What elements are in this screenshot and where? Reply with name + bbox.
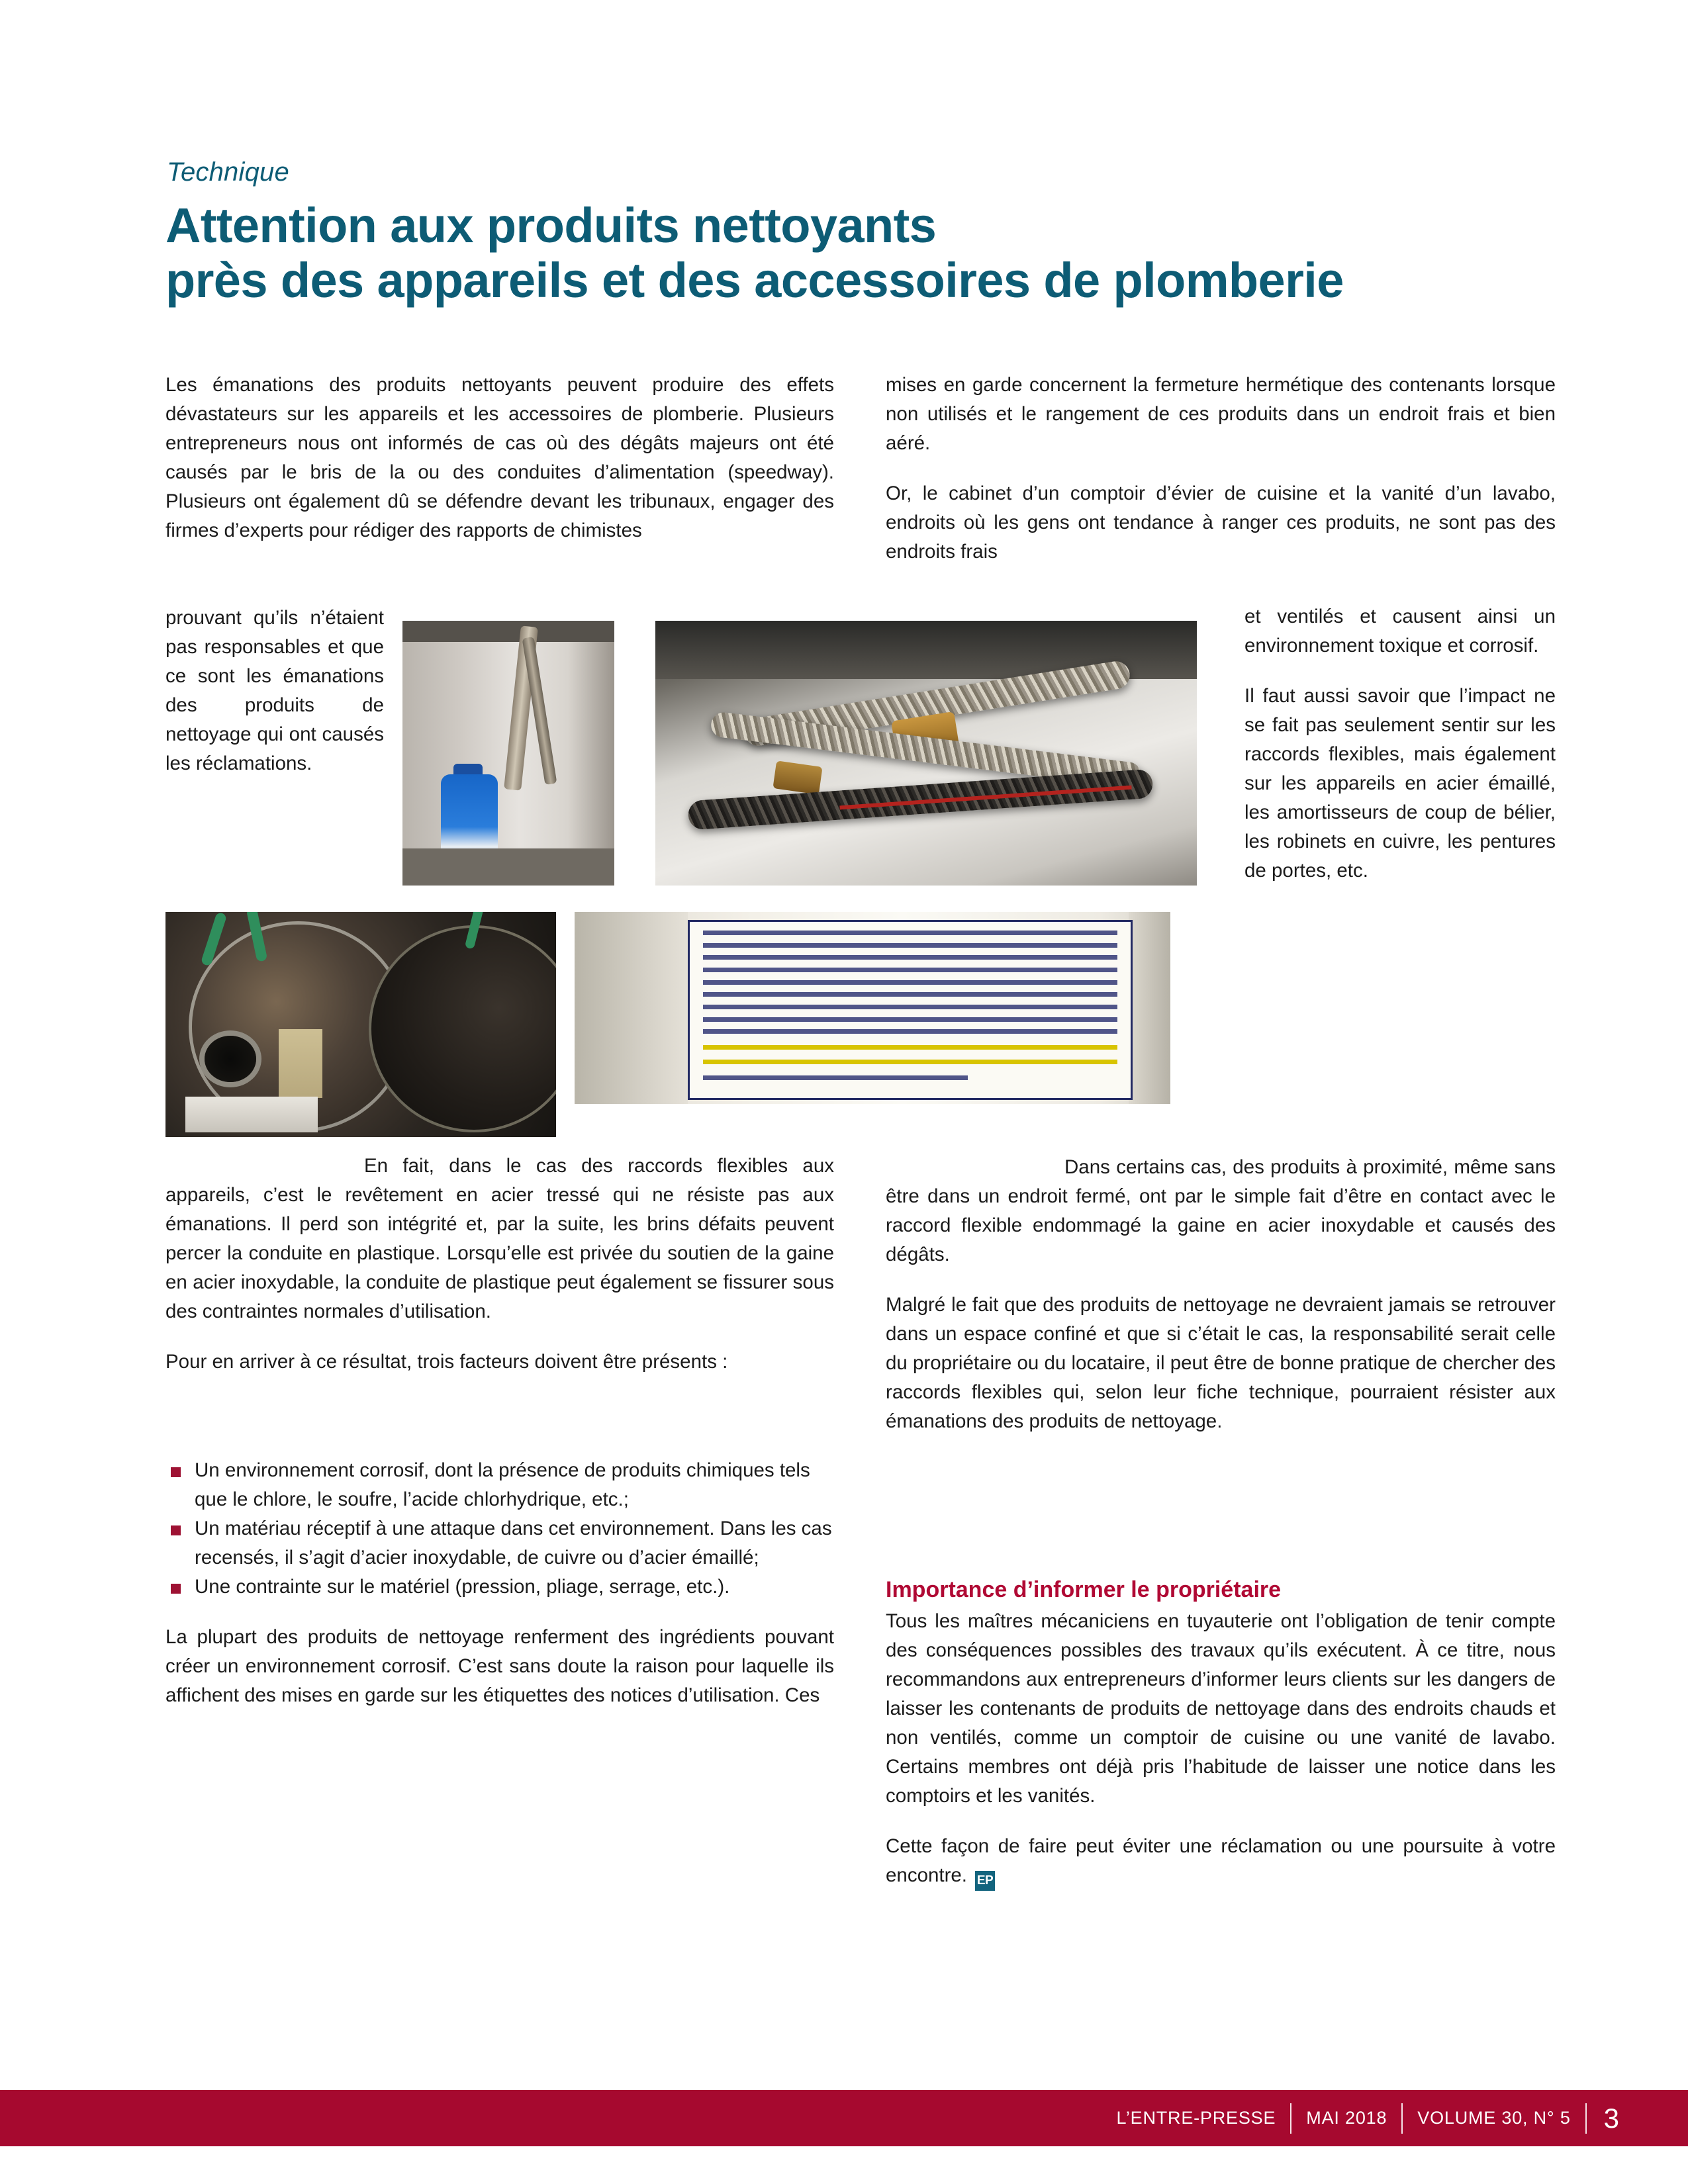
list-item: Un environnement corrosif, dont la présence de produits chimiques tels que le chlore, le soufre, l’acide chlorhydrique, etc.; — [165, 1456, 834, 1514]
photo-decor — [369, 925, 556, 1132]
photo-decor — [688, 920, 1133, 1101]
paragraph-final — [886, 1832, 1556, 1891]
photo-decor — [703, 955, 1117, 960]
list-item: Un matériau réceptif à une attaque dans cet environnement. Dans les cas recensés, il s’agit d’acier inoxydable, de cuivre ou d’acier émaillé; — [165, 1514, 834, 1572]
end-mark-ep: EP — [975, 1871, 995, 1891]
photo-decor — [575, 912, 688, 1104]
title-line-2: près des appareils et des accessoires de plomberie — [165, 252, 1344, 308]
section-heading: Importance d’informer le propriétaire — [886, 1577, 1282, 1602]
paragraph: Dans certains cas, des produits à proximité, même sans être dans un endroit fermé, ont par le simple fait d’être en contact avec le raccord flexible endommagé la gaine en acier inoxydable et causés des dégâts. — [886, 1156, 1556, 1265]
left-column-top — [165, 371, 834, 545]
photo-decor — [703, 1060, 1117, 1064]
page-title — [165, 199, 1456, 308]
left-column-middle — [165, 1152, 834, 1377]
title-line-1: Attention aux produits nettoyants — [165, 198, 937, 253]
photo-decor — [703, 980, 1117, 985]
footer-divider — [1401, 2103, 1403, 2134]
footer-content — [1102, 2090, 1628, 2146]
photo-decor — [703, 1017, 1117, 1022]
photo-under-sink-image — [402, 621, 614, 886]
right-column-bottom — [886, 1575, 1556, 1891]
right-column-top — [886, 371, 1556, 567]
paragraph: et ventilés et causent ainsi un environnement toxique et corrosif. — [1244, 606, 1556, 657]
photo-decor — [703, 1045, 1117, 1050]
footer-publication: L’ENTRE-PRESSE — [1116, 2108, 1276, 2128]
right-column-wrap — [1244, 602, 1556, 886]
paragraph: Malgré le fait que des produits de nettoyage ne devraient jamais se retrouver dans un espace confiné et que si c’était le cas, la responsabilité serait celle du propriétaire ou du locataire, il peut être de bonne pratique de chercher des raccords flexibles qui, selon leur fiche technique, pourraient résister aux émanations des produits de nettoyage. — [886, 1294, 1556, 1432]
photo-decor — [703, 1029, 1117, 1034]
right-column-middle — [886, 1153, 1556, 1436]
photo-decor — [205, 1036, 256, 1082]
paragraph: prouvant qu’ils n’étaient pas responsables et que ce sont les émanations des produits de nettoyage qui ont causés les réclamations. — [165, 607, 384, 774]
photo-decor — [703, 992, 1117, 997]
paragraph: Pour en arriver à ce résultat, trois facteurs doivent être présents : — [165, 1351, 728, 1373]
paragraph: Tous les maîtres mécaniciens en tuyauterie ont l’obligation de tenir compte des conséquences possibles des travaux qu’ils exécutent. À ce titre, nous recommandons aux entrepreneurs d’informer leurs clients sur les dangers de laisser les contenants de produits de nettoyage dans des endroits chauds et non ventilés, comme un comptoir de cuisine ou une vanité de lavabo. Certains membres ont déjà pris l’habitude de laisser une notice dans les comptoirs et les vanités. — [886, 1610, 1556, 1807]
photo-warning-label-image — [575, 912, 1170, 1104]
paragraph: Les émanations des produits nettoyants peuvent produire des effets dévastateurs sur les appareils et les accessoires de plomberie. Plusieurs entrepreneurs nous ont informés de cas où des dégâts majeurs ont été causés par le bris de la ou des conduites d’alimentation (speedway). Plusieurs ont également dû se défendre devant les tribunaux, engager des firmes d’experts pour rédiger des rapports de chimistes — [165, 374, 834, 541]
photo-corroded-tank — [165, 912, 556, 1137]
photo-decor — [1129, 912, 1170, 1104]
left-column-wrap — [165, 604, 384, 778]
footer-bar — [0, 2090, 1688, 2146]
photo-decor — [402, 621, 614, 642]
photo-decor — [185, 1097, 318, 1132]
left-column-bottom — [165, 1456, 834, 1710]
footer-divider — [1585, 2103, 1587, 2134]
photo-decor — [402, 848, 614, 886]
footer-issue-date: MAI 2018 — [1306, 2108, 1387, 2128]
photo-decor — [703, 931, 1117, 935]
photo-decor — [703, 1075, 968, 1080]
photo-decor — [703, 1005, 1117, 1009]
paragraph: Il faut aussi savoir que l’impact ne se fait pas seulement sentir sur les raccords flexibles, mais également sur les appareils en acier émaillé, les amortisseurs de coup de bélier, les robinets en cuivre, les pentures de portes, etc. — [1244, 685, 1556, 882]
paragraph: Or, le cabinet d’un comptoir d’évier de cuisine et la vanité d’un lavabo, endroits où les gens ont tendance à ranger ces produits, ne sont pas des endroits frais — [886, 482, 1556, 563]
article-kicker: Technique — [167, 158, 289, 187]
list-item: Une contrainte sur le matériel (pression, pliage, serrage, etc.). — [165, 1572, 834, 1602]
photo-decor — [703, 968, 1117, 972]
photo-decor — [773, 760, 822, 794]
photo-braided-hoses-image — [655, 621, 1197, 886]
photo-decor — [703, 943, 1117, 948]
factors-list — [165, 1456, 834, 1602]
paragraph: La plupart des produits de nettoyage renferment des ingrédients pouvant créer un environnement corrosif. C’est sans doute la raison pour laquelle ils affichent des mises en garde sur les étiquettes des notices d’utilisation. Ces — [165, 1626, 834, 1706]
paragraph-final-text: Cette façon de faire peut éviter une réclamation ou une poursuite à votre encontre. — [886, 1835, 1556, 1886]
photo-braided-hoses — [655, 621, 1197, 886]
photo-decor — [279, 1029, 322, 1098]
footer-volume: VOLUME 30, N° 5 — [1417, 2108, 1571, 2128]
footer-divider — [1290, 2103, 1291, 2134]
photo-under-sink — [402, 621, 614, 886]
paragraph: En fait, dans le cas des raccords flexibles aux appareils, c’est le revêtement en acier tressé qui ne résiste pas aux émanations. Il perd son intégrité et, par la suite, les brins défaits peuvent percer la conduite en plastique. Lorsqu’elle est privée du soutien de la gaine en acier inoxydable, la conduite de plastique peut également se fissurer sous des contraintes normales d’utilisation. — [165, 1155, 834, 1322]
photo-warning-label — [575, 912, 1170, 1104]
page-number: 3 — [1603, 2102, 1619, 2134]
photo-corroded-tank-image — [165, 912, 556, 1137]
paragraph: mises en garde concernent la fermeture hermétique des contenants lorsque non utilisés et le rangement de ces produits dans un endroit frais et bien aéré. — [886, 374, 1556, 454]
